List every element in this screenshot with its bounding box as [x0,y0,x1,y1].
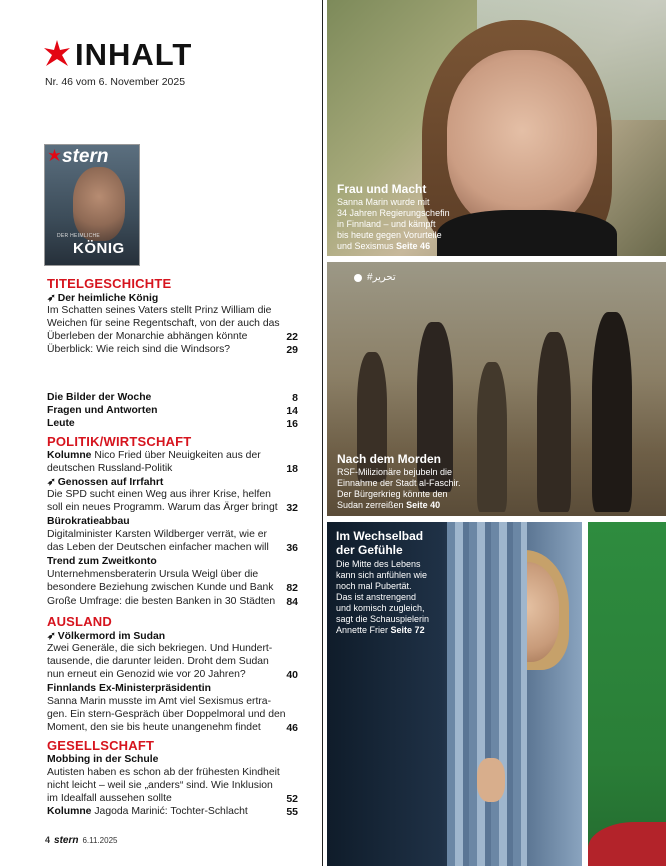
caption-text: Das ist anstrengend [336,592,417,602]
page-number[interactable]: 29 [286,344,298,356]
toc-item-title[interactable]: ➶ Der heimliche König [47,293,159,304]
caption-text: und Sexismus Seite 46 [337,241,431,251]
footer-date: 6.11.2025 [82,836,118,845]
toc-item-title[interactable]: Trend zum Zweitkonto [47,556,157,567]
toc-item-title[interactable]: ➶ Völkermord im Sudan [47,631,166,642]
toc-text: Kolumne Nico Fried über Neuigkeiten aus der [47,450,261,461]
toc-text: Überleben der Monarchie abhängen könnte [47,331,248,342]
toc-text: nicht leicht – weil sie „anders“ sind. Wie Inklusion [47,780,273,791]
photo-green-panel[interactable] [588,522,666,866]
toc-text: besondere Beziehung zwischen Kunde und Bank [47,582,274,593]
toc-text: im Idealfall aussehen sollte [47,793,172,804]
page-number[interactable]: 46 [286,722,298,734]
magazine-cover[interactable] [44,144,140,266]
page-number[interactable]: 18 [286,463,298,475]
photo-red-shape [588,822,666,866]
cover-headline: KÖNIG [73,240,125,257]
photo-figure [537,332,571,512]
toc-text: soll ein neues Programm. Warum das Ärger bringt [47,502,278,513]
caption-text: bis heute gegen Vorurteile [337,230,442,240]
page-number[interactable]: 84 [286,596,298,608]
toc-text: Zwei Generäle, die sich bekriegen. Und Hundert- [47,643,273,654]
footer-logo: stern [54,835,79,846]
caption-text: und komisch zugleich, [336,603,425,613]
toc-item-title[interactable]: Die Bilder der Woche [47,392,152,403]
caption-text: sagt die Schauspielerin [336,614,430,624]
toc-item-title[interactable]: Mobbing in der Schule [47,754,159,765]
arrow-icon: ➶ [47,293,56,304]
page-number[interactable]: 22 [286,331,298,343]
photo-sanna-marin[interactable] [327,0,666,256]
caption-text: RSF-Milizionäre bejubeln die [337,467,453,477]
caption-text: in Finnland – und kämpft [337,219,436,229]
photo-hand [477,758,505,802]
page-number[interactable]: 40 [286,669,298,681]
page-number[interactable]: 16 [286,418,298,430]
page-number[interactable]: 32 [286,502,298,514]
toc-text: Unternehmensberaterin Ursula Weigl über die [47,569,259,580]
arrow-icon: ➶ [47,631,56,642]
page-header [44,39,192,70]
toc-text: Autisten haben es schon ab der frühesten Kindheit [47,767,280,778]
photo-face [447,50,597,230]
caption-title: Im Wechselbad [336,529,424,543]
caption-text: Die Mitte des Lebens [336,559,421,569]
page-title: INHALT [75,37,193,72]
section-politik: POLITIK/WIRTSCHAFT [47,434,192,449]
photo-clothing [437,210,617,256]
cover-star-icon [48,149,61,163]
caption-text: Sudan zerreißen Seite 40 [337,500,441,510]
toc-item-title[interactable]: Bürokratieabbau [47,516,130,527]
toc-text: tausende, die darunter leiden. Droht dem Sudan [47,656,269,667]
caption-text: kann sich anfühlen wie [336,570,428,580]
photo-annette-frier[interactable] [327,522,582,866]
toc-item-title[interactable]: Finnlands Ex-Ministerpräsidentin [47,683,211,694]
page-number[interactable]: 36 [286,542,298,554]
issue-date: Nr. 46 vom 6. November 2025 [45,76,186,88]
toc-text: deutschen Russland-Politik [47,463,173,474]
kolumne-label: Kolumne [47,450,92,461]
column-divider [322,0,323,866]
caption-title: Frau und Macht [337,182,427,196]
page-number[interactable]: 8 [292,392,298,404]
toc-text: gen. Ein stern-Gespräch über Doppelmoral und den [47,709,286,720]
cover-portrait [73,167,125,241]
toc-text: Weichen für seine Regentschaft, von der auch das [47,318,280,329]
stern-star-icon [44,40,70,70]
page-reference[interactable]: Seite 46 [396,241,431,251]
toc-text: Im Schatten seines Vaters stellt Prinz William die [47,305,272,316]
toc-text: nun erneut ein Genozid wie vor 20 Jahren? [47,669,246,680]
toc-text: Große Umfrage: die besten Banken in 30 Städten [47,596,276,607]
page-number[interactable]: 55 [286,806,298,818]
caption-text: Der Bürgerkrieg könnte den [337,489,448,499]
page-reference[interactable]: Seite 40 [406,500,441,510]
caption-title: Nach dem Morden [337,452,442,466]
photo-figure [592,312,632,512]
toc-item-title[interactable]: Leute [47,418,75,429]
toc-column [0,0,322,866]
section-ausland: AUSLAND [47,614,112,629]
toc-text: Kolumne Jagoda Marinić: Tochter-Schlacht [47,806,248,817]
caption-text: Annette Frier Seite 72 [336,625,425,635]
section-gesellschaft: GESELLSCHAFT [47,738,155,753]
photo-curtain [447,522,527,866]
page-footer [45,835,117,846]
arrow-icon: ➶ [47,477,56,488]
photo-tag: #تحرير [367,272,396,283]
toc-text: Überblick: Wie reich sind die Windsors? [47,344,231,355]
toc-text: Digitalminister Karsten Wildberger verrät, wie er [47,529,268,540]
caption-text: noch mal Pubertät. [336,581,412,591]
caption-text: Einnahme der Stadt al-Faschir. [337,478,461,488]
toc-text: Die SPD sucht einen Weg aus ihrer Krise, helfen [47,489,271,500]
page-number[interactable]: 52 [286,793,298,805]
photo-figure [477,362,507,512]
page-reference[interactable]: Seite 72 [390,625,425,635]
toc-text: Sanna Marin musste im Amt viel Sexismus ertra- [47,696,272,707]
page-number[interactable]: 82 [286,582,298,594]
caption-text: 34 Jahren Regierungschefin [337,208,450,218]
kolumne-label: Kolumne [47,806,92,817]
caption-title: der Gefühle [336,543,403,557]
section-titelgeschichte: TITELGESCHICHTE [47,276,172,291]
page-number[interactable]: 14 [286,405,298,417]
toc-text: das Leben der Deutschen einfacher machen will [47,542,269,553]
cover-subtitle: DER HEIMLICHE [57,233,101,239]
toc-item-title[interactable]: ➶ Genossen auf Irrfahrt [47,477,164,488]
folio: 4 [45,835,51,845]
cover-logo: stern [62,146,109,167]
photo-sudan[interactable] [327,262,666,516]
toc-text: Moment, den sie bis heute unangenehm findet [47,722,261,733]
toc-item-title[interactable]: Fragen und Antworten [47,405,158,416]
location-pin-icon [354,274,362,282]
caption-text: Sanna Marin wurde mit [337,197,430,207]
